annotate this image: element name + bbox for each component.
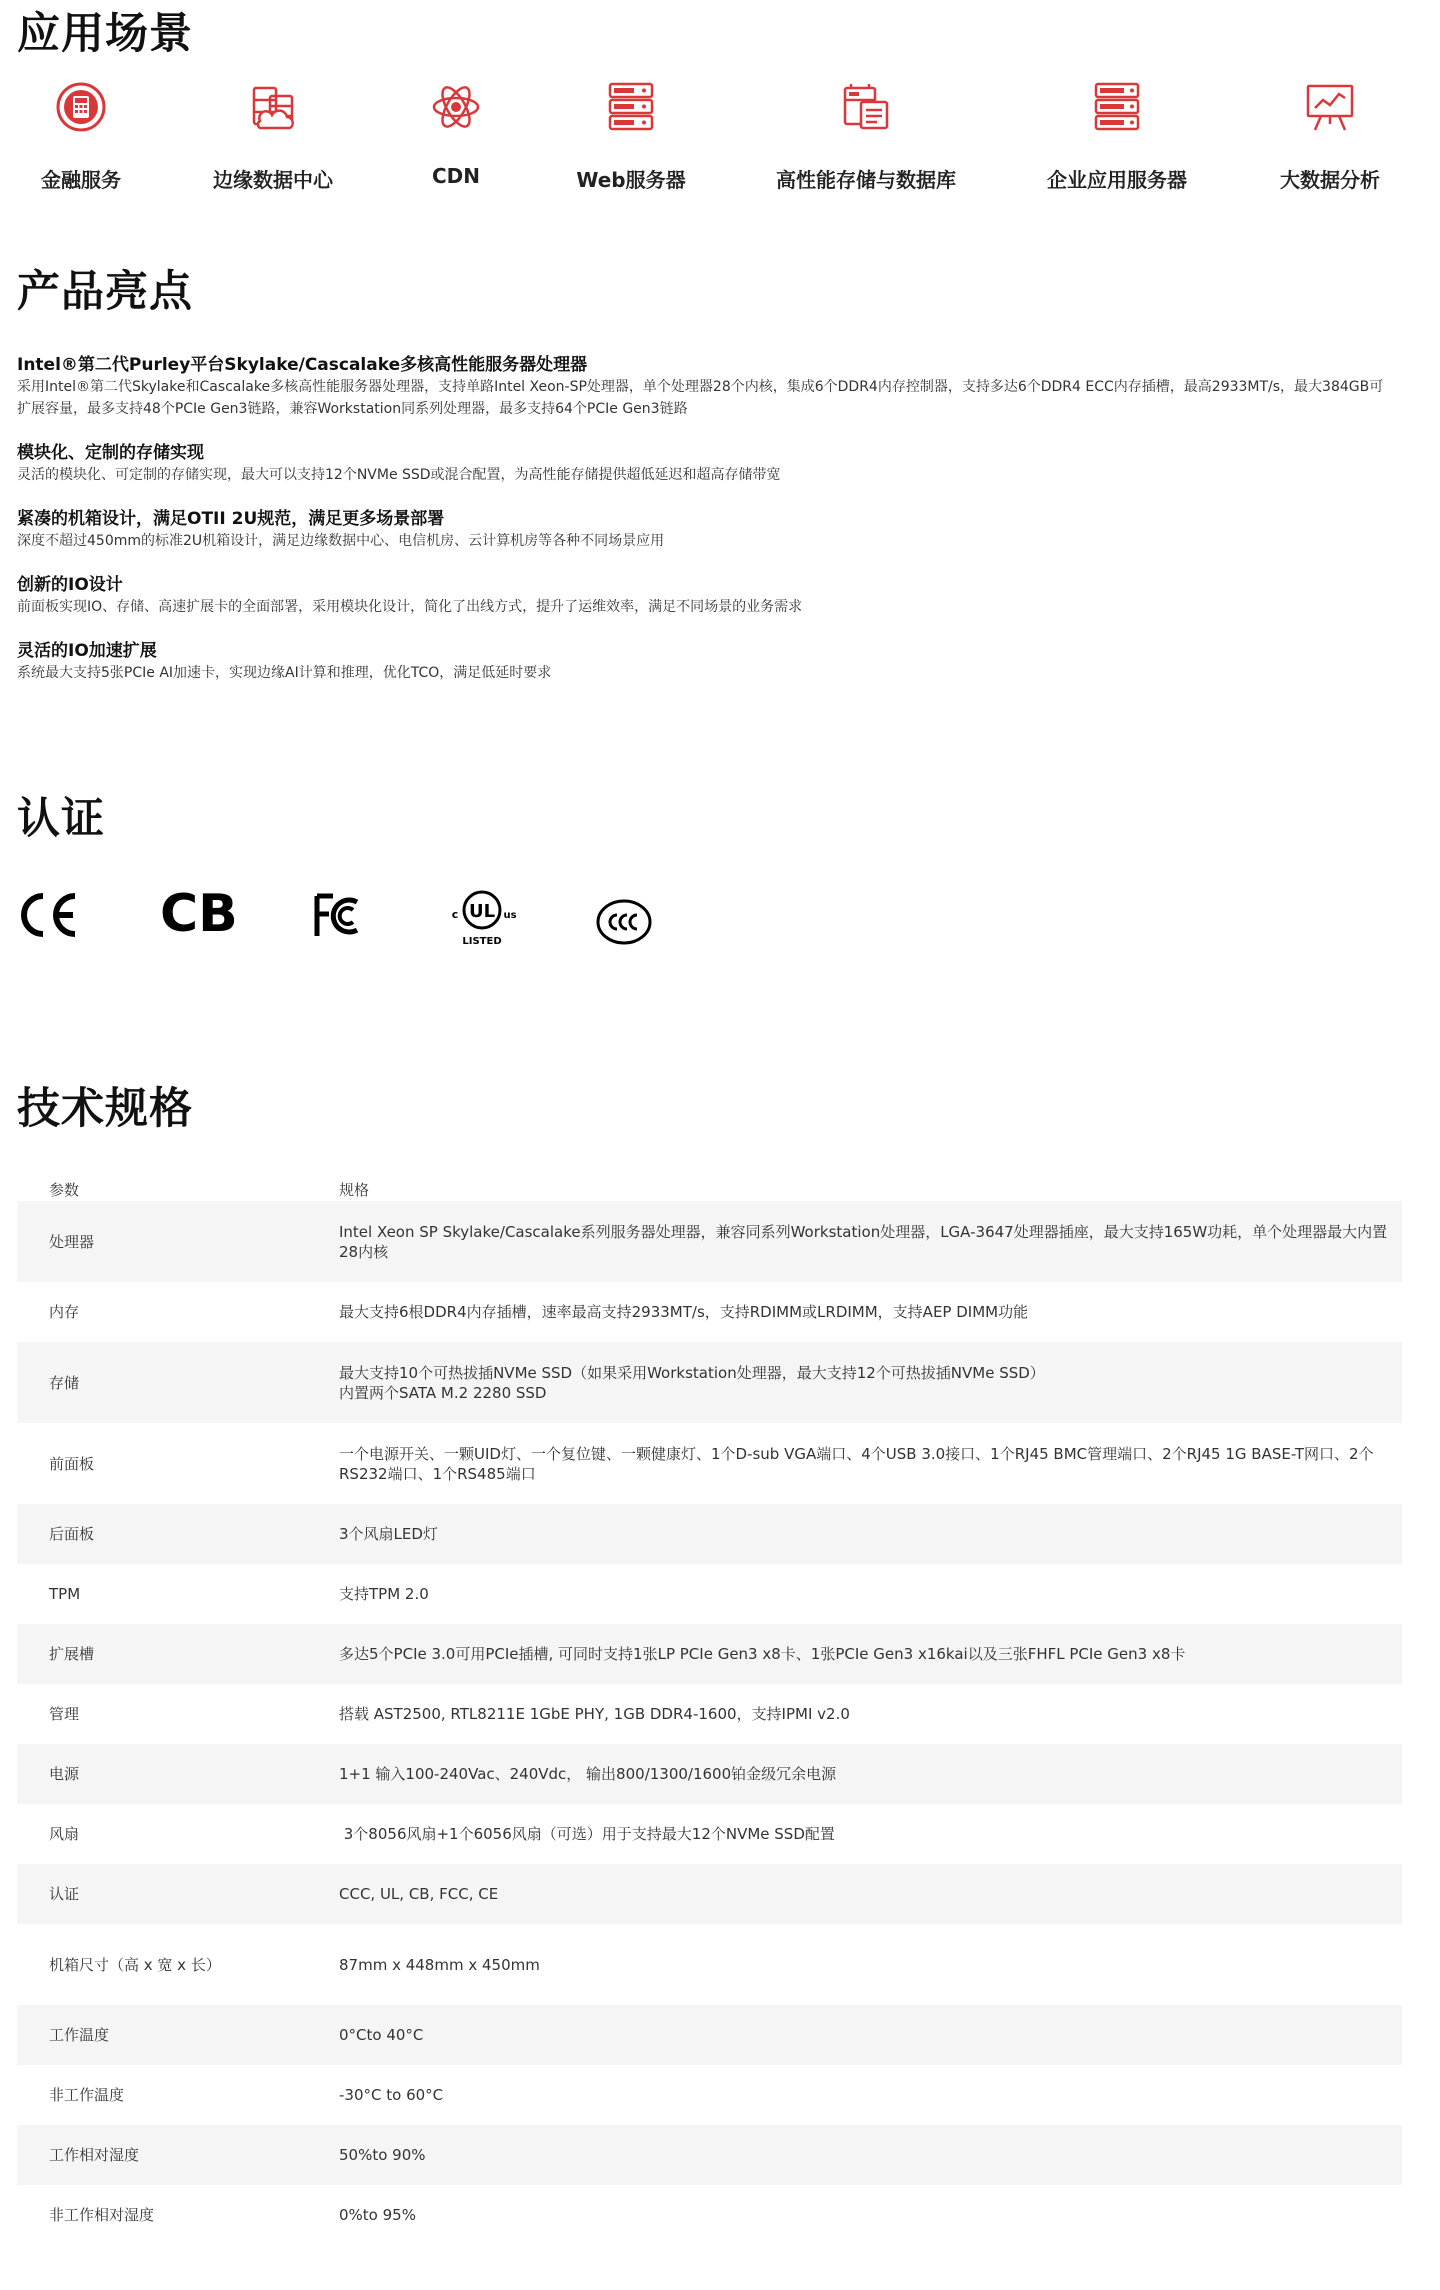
spec-table [17, 1172, 1402, 2245]
param-cell: 认证 [49, 1885, 80, 1903]
highlight-item [17, 640, 1397, 684]
table-row [17, 1564, 1402, 1624]
highlight-title: 创新的IO设计 [17, 575, 123, 595]
highlight-title: 紧凑的机箱设计，满足OTII 2U规范，满足更多场景部署 [17, 509, 445, 529]
column-header-spec: 规格 [339, 1181, 370, 1199]
atom-network-icon [429, 80, 483, 134]
spec-line: 内置两个SATA M.2 2280 SSD [339, 1383, 547, 1402]
param-cell: 内存 [49, 1303, 80, 1321]
spec-cell: 0°Cto 40°C [339, 2026, 424, 2044]
table-row [17, 2065, 1402, 2125]
param-cell: 风扇 [49, 1825, 80, 1843]
spec-cell: 一个电源开关、一颗UID灯、一个复位键、一颗健康灯、1个D-sub VGA端口、4个USB 3.0接口、1个RJ45 BMC管理端口、2个RJ45 1G BASE-T网口、2个RS232端口、1个RS485端口 [339, 1444, 1374, 1483]
param-cell: 机箱尺寸（高 x 宽 x 长） [49, 1955, 221, 1974]
spec-cell: 87mm x 448mm x 450mm [339, 1955, 540, 1974]
highlight-desc: 前面板实现IO、存储、高速扩展卡的全面部署，采用模块化设计，简化了出线方式，提升了运维效率，满足不同场景的业务需求 [17, 599, 803, 615]
column-header-param: 参数 [49, 1181, 80, 1199]
highlight-title: Intel®第二代Purley平台Skylake/Cascalake多核高性能服务器处理器 [17, 355, 588, 375]
scenario-label: 企业应用服务器 [1047, 168, 1187, 192]
table-row [17, 1744, 1402, 1804]
param-cell: 前面板 [49, 1454, 95, 1473]
scenario-label: 边缘数据中心 [213, 168, 333, 192]
spec-cell [339, 1342, 1402, 1423]
param-cell: 工作温度 [49, 2026, 110, 2044]
table-header-row [17, 1172, 1402, 1201]
highlight-item [17, 354, 1397, 420]
svg-text:us: us [503, 910, 517, 921]
spec-cell: -30°C to 60°C [339, 2086, 444, 2104]
scenario-list [0, 80, 1417, 200]
enterprise-server-icon [1090, 80, 1144, 134]
highlight-item [17, 442, 1397, 486]
spec-cell: 最大支持6根DDR4内存插槽，速率最高支持2933MT/s，支持RDIMM或LRDIMM，支持AEP DIMM功能 [339, 1303, 1029, 1321]
spec-cell: 0%to 95% [339, 2206, 416, 2224]
highlight-desc: 系统最大支持5张PCIe AI加速卡，实现边缘AI计算和推理，优化TCO，满足低延时要求 [17, 665, 552, 681]
ccc-mark-logo [595, 898, 653, 950]
param-cell: 电源 [49, 1765, 80, 1783]
param-cell: 扩展槽 [49, 1645, 95, 1663]
scenarios-title: 应用场景 [17, 9, 193, 59]
scenario-label: 高性能存储与数据库 [776, 168, 956, 192]
table-row [17, 2125, 1402, 2185]
scenario-item-enterprise-server[interactable] [1007, 80, 1227, 193]
table-row [17, 1864, 1402, 1924]
scenario-item-big-data[interactable] [1220, 80, 1440, 193]
specs-title: 技术规格 [17, 1084, 193, 1134]
spec-cell: 50%to 90% [339, 2146, 426, 2164]
highlight-title: 灵活的IO加速扩展 [17, 641, 157, 661]
spec-cell: 3个风扇LED灯 [339, 1525, 438, 1543]
spec-line: 最大支持10个可热拔插NVMe SSD（如果采用Workstation处理器，最大支持12个可热拔插NVMe SSD） [339, 1363, 1045, 1382]
scenario-label: 金融服务 [41, 168, 121, 192]
cb-mark-logo: CB [160, 884, 238, 944]
table-row [17, 1924, 1402, 2005]
spec-cell: 多达5个PCIe 3.0可用PCIe插槽, 可同时支持1张LP PCIe Gen3 x8卡、1张PCIe Gen3 x16kai以及三张FHFL PCIe Gen3 x8卡 [339, 1645, 1186, 1663]
spec-cell: 支持TPM 2.0 [339, 1585, 429, 1603]
highlights-title: 产品亮点 [17, 267, 193, 317]
param-cell: 非工作相对湿度 [49, 2206, 155, 2224]
table-row [17, 1804, 1402, 1864]
svg-text:LISTED: LISTED [462, 936, 502, 947]
table-row [17, 1342, 1402, 1423]
scenario-label: 大数据分析 [1280, 168, 1380, 192]
scenario-item-storage-db[interactable] [756, 80, 976, 193]
spec-cell: 3个8056风扇+1个6056风扇（可选）用于支持最大12个NVMe SSD配置 [339, 1825, 835, 1843]
analytics-board-icon [1303, 80, 1357, 134]
spec-cell: CCC, UL, CB, FCC, CE [339, 1885, 499, 1903]
storage-database-icon [839, 80, 893, 134]
datacenter-cloud-icon [246, 80, 300, 134]
highlight-item [17, 508, 1397, 552]
scenario-label: CDN [431, 164, 481, 188]
param-cell: 处理器 [49, 1232, 95, 1251]
table-row [17, 1423, 1402, 1504]
table-row [17, 2185, 1402, 2245]
table-row [17, 2005, 1402, 2065]
param-cell: 后面板 [49, 1525, 95, 1543]
spec-cell: Intel Xeon SP Skylake/Cascalake系列服务器处理器，兼容同系列Workstation处理器，LGA-3647处理器插座，最大支持165W功耗，单个处理器最大内置28内核 [339, 1222, 1388, 1261]
table-row [17, 1504, 1402, 1564]
scenario-item-web-server[interactable] [521, 80, 741, 193]
spec-cell: 搭载 AST2500, RTL8211E 1GbE PHY, 1GB DDR4-1600，支持IPMI v2.0 [339, 1705, 850, 1723]
param-cell: 工作相对湿度 [49, 2146, 140, 2164]
ce-mark-logo [17, 890, 79, 944]
svg-text:UL: UL [468, 901, 496, 922]
highlight-desc: 深度不超过450mm的标准2U机箱设计，满足边缘数据中心、电信机房、云计算机房等各种不同场景应用 [17, 533, 665, 549]
highlight-desc: 灵活的模块化、可定制的存储实现，最大可以支持12个NVMe SSD或混合配置，为高性能存储提供超低延迟和超高存储带宽 [17, 467, 781, 483]
svg-text:c: c [451, 908, 459, 921]
scenario-label: Web服务器 [576, 168, 686, 192]
ul-listed-logo [449, 888, 515, 952]
param-cell: 存储 [49, 1373, 80, 1392]
calculator-icon [54, 80, 108, 134]
param-cell: 非工作温度 [49, 2086, 125, 2104]
param-cell: TPM [49, 1585, 81, 1603]
fcc-mark-logo [313, 892, 369, 944]
param-cell: 管理 [49, 1705, 80, 1723]
spec-cell: 1+1 输入100-240Vac、240Vdc， 输出800/1300/1600铂金级冗余电源 [339, 1765, 837, 1783]
highlight-title: 模块化、定制的存储实现 [17, 443, 204, 463]
table-row [17, 1684, 1402, 1744]
table-row [17, 1282, 1402, 1342]
table-row [17, 1201, 1402, 1282]
highlight-list [17, 354, 1397, 706]
table-row [17, 1624, 1402, 1684]
server-rack-icon [604, 80, 658, 134]
certifications-title: 认证 [17, 794, 105, 844]
highlight-desc: 采用Intel®第二代Skylake和Cascalake多核高性能服务器处理器，支持单路Intel Xeon-SP处理器，单个处理器28个内核，集成6个DDR4内存控制器，支持多达6个DDR4 ECC内存插槽，最高2933MT/s，最大384GB可扩展容量，最多支持48个PCIe Gen3链路，兼容Workstation同系列处理器，最多支持64个PCIe Gen3链路 [17, 379, 1384, 417]
highlight-item [17, 574, 1397, 618]
